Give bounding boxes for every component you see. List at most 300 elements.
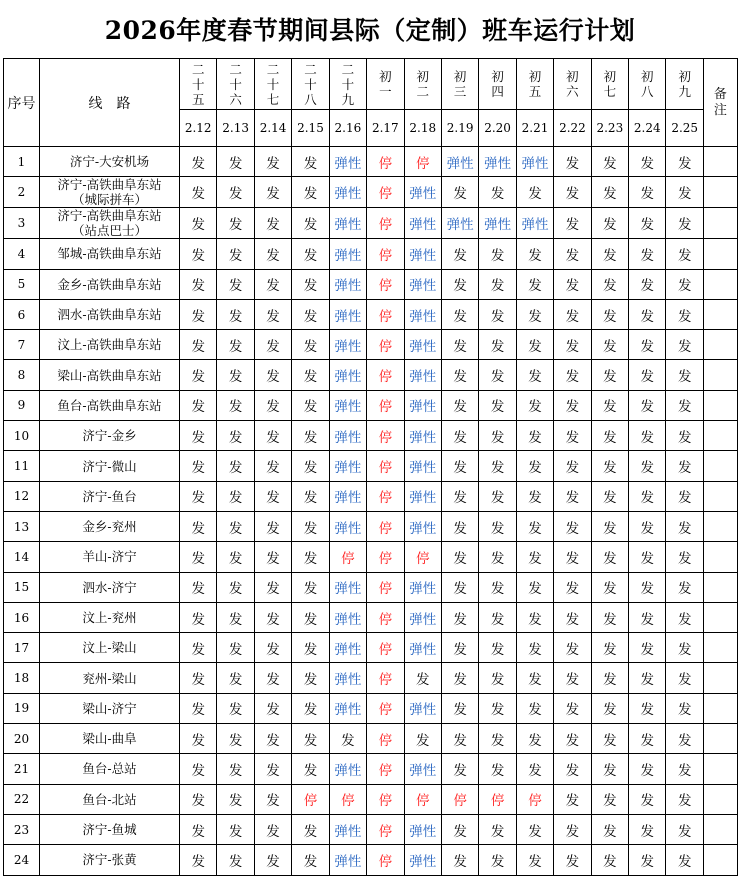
route-line: 羊山-济宁	[82, 549, 137, 565]
lunar-char: 七	[266, 91, 280, 107]
status-cell: 停	[367, 208, 404, 239]
table-row	[4, 269, 738, 299]
status-cell: 发	[217, 693, 254, 723]
status-cell: 发	[180, 814, 217, 844]
status-cell: 发	[292, 208, 329, 239]
status-cell: 弹性	[404, 269, 441, 299]
status-cell: 发	[292, 542, 329, 572]
status-cell: 弹性	[404, 693, 441, 723]
note-cell	[703, 330, 737, 360]
table-row	[4, 693, 738, 723]
status-cell: 发	[292, 239, 329, 269]
status-cell: 发	[666, 663, 703, 693]
status-cell: 发	[516, 451, 553, 481]
status-cell: 发	[254, 239, 291, 269]
status-cell: 发	[180, 177, 217, 208]
status-cell: 发	[292, 602, 329, 632]
status-cell: 弹性	[479, 208, 516, 239]
status-cell: 弹性	[404, 572, 441, 602]
status-cell: 发	[180, 208, 217, 239]
status-cell: 发	[479, 754, 516, 784]
status-cell: 停	[367, 390, 404, 420]
date-header: 2.22	[554, 110, 591, 147]
route-line: 梁山-高铁曲阜东站	[57, 367, 162, 383]
status-cell: 发	[629, 147, 666, 177]
row-index: 20	[4, 724, 40, 754]
status-cell: 发	[441, 724, 478, 754]
lunar-char: 二	[229, 61, 242, 77]
row-index: 22	[4, 784, 40, 814]
status-cell: 发	[254, 421, 291, 451]
status-cell: 发	[254, 663, 291, 693]
status-cell: 发	[254, 724, 291, 754]
row-index: 14	[4, 542, 40, 572]
status-cell: 弹性	[329, 511, 366, 541]
date-header: 2.17	[367, 110, 404, 147]
status-cell: 发	[180, 147, 217, 177]
status-cell: 弹性	[329, 602, 366, 632]
route-name	[40, 330, 180, 360]
date-header: 2.12	[180, 110, 217, 147]
status-cell: 弹性	[329, 177, 366, 208]
date-header: 2.16	[329, 110, 366, 147]
row-index: 3	[4, 208, 40, 239]
status-cell: 发	[254, 784, 291, 814]
lunar-char: 十	[191, 76, 205, 92]
table-row	[4, 451, 738, 481]
route-line: 梁山-济宁	[82, 700, 137, 716]
status-cell: 发	[217, 147, 254, 177]
status-cell: 发	[629, 481, 666, 511]
status-cell: 发	[180, 845, 217, 875]
status-cell: 发	[629, 572, 666, 602]
lunar-char: 初	[528, 69, 542, 84]
status-cell: 发	[217, 208, 254, 239]
status-cell: 发	[516, 542, 553, 572]
status-cell: 弹性	[404, 633, 441, 663]
status-cell: 发	[591, 511, 628, 541]
status-cell: 发	[217, 390, 254, 420]
route-line: 济宁-微山	[82, 458, 137, 474]
status-cell: 发	[591, 269, 628, 299]
status-cell: 发	[554, 481, 591, 511]
note-cell	[703, 177, 737, 208]
lunar-char: 十	[304, 76, 317, 92]
status-cell: 发	[516, 511, 553, 541]
status-cell: 发	[441, 572, 478, 602]
status-cell: 弹性	[404, 299, 441, 329]
lunar-char: 初	[416, 69, 429, 84]
status-cell: 停	[367, 572, 404, 602]
status-cell: 停	[367, 330, 404, 360]
lunar-char: 六	[566, 84, 579, 99]
status-cell: 停	[367, 693, 404, 723]
route-name	[40, 784, 180, 814]
status-cell: 发	[591, 542, 628, 572]
status-cell: 发	[666, 299, 703, 329]
status-cell: 停	[367, 360, 404, 390]
route-name	[40, 511, 180, 541]
status-cell: 发	[292, 421, 329, 451]
status-cell: 发	[591, 481, 628, 511]
status-cell: 发	[217, 511, 254, 541]
status-cell: 发	[479, 663, 516, 693]
lunar-day-header	[441, 59, 478, 110]
status-cell: 发	[441, 299, 478, 329]
status-cell: 发	[591, 663, 628, 693]
route-line: （站点巴士）	[71, 223, 147, 239]
status-cell: 停	[367, 542, 404, 572]
route-line: 汶上-梁山	[82, 640, 137, 656]
note-cell	[703, 814, 737, 844]
status-cell: 发	[180, 724, 217, 754]
status-cell: 弹性	[329, 845, 366, 875]
status-cell: 发	[629, 390, 666, 420]
row-index: 5	[4, 269, 40, 299]
route-name	[40, 421, 180, 451]
status-cell: 发	[441, 239, 478, 269]
status-cell: 发	[554, 693, 591, 723]
status-cell: 停	[367, 633, 404, 663]
lunar-day-header	[591, 59, 628, 110]
status-cell: 发	[629, 269, 666, 299]
status-cell: 发	[441, 177, 478, 208]
status-cell: 发	[516, 572, 553, 602]
lunar-day-header	[217, 59, 254, 110]
status-cell: 发	[254, 390, 291, 420]
route-line: 济宁-鱼台	[82, 488, 137, 504]
status-cell: 发	[441, 663, 478, 693]
status-cell: 发	[666, 360, 703, 390]
route-name	[40, 481, 180, 511]
table-row	[4, 239, 738, 269]
status-cell: 发	[666, 724, 703, 754]
status-cell: 发	[591, 784, 628, 814]
status-cell: 发	[254, 572, 291, 602]
index-header: 序号	[4, 59, 40, 147]
status-cell: 发	[591, 421, 628, 451]
status-cell: 发	[554, 147, 591, 177]
route-line: 金乡-兖州	[82, 519, 137, 535]
status-cell: 发	[292, 814, 329, 844]
status-cell: 弹性	[404, 754, 441, 784]
status-cell: 发	[479, 269, 516, 299]
table-row	[4, 330, 738, 360]
status-cell: 发	[292, 572, 329, 602]
status-cell: 发	[629, 299, 666, 329]
date-header: 2.13	[217, 110, 254, 147]
table-row	[4, 724, 738, 754]
table-row	[4, 754, 738, 784]
route-name	[40, 390, 180, 420]
status-cell: 发	[180, 754, 217, 784]
status-cell: 发	[292, 299, 329, 329]
row-index: 10	[4, 421, 40, 451]
table-row	[4, 814, 738, 844]
status-cell: 弹性	[329, 421, 366, 451]
lunar-char: 九	[678, 84, 691, 99]
status-cell: 发	[217, 177, 254, 208]
note-cell	[703, 481, 737, 511]
status-cell: 停	[329, 784, 366, 814]
note-cell	[703, 663, 737, 693]
page-title: 2026年度春节期间县际（定制）班车运行计划	[104, 16, 636, 45]
status-cell: 发	[217, 421, 254, 451]
lunar-char: 二	[416, 84, 429, 99]
route-name	[40, 663, 180, 693]
status-cell: 发	[254, 602, 291, 632]
status-cell: 发	[254, 542, 291, 572]
status-cell: 发	[217, 360, 254, 390]
status-cell: 停	[516, 784, 553, 814]
route-line: 济宁-金乡	[82, 428, 137, 444]
status-cell: 发	[479, 451, 516, 481]
status-cell: 发	[666, 269, 703, 299]
status-cell: 发	[629, 663, 666, 693]
status-cell: 弹性	[404, 390, 441, 420]
lunar-char: 二	[266, 61, 280, 77]
note-cell	[703, 784, 737, 814]
status-cell: 发	[479, 693, 516, 723]
note-cell	[703, 390, 737, 420]
status-cell: 发	[554, 269, 591, 299]
note-cell	[703, 754, 737, 784]
row-index: 8	[4, 360, 40, 390]
note-cell	[703, 511, 737, 541]
status-cell: 弹性	[479, 147, 516, 177]
table-row	[4, 542, 738, 572]
status-cell: 发	[554, 421, 591, 451]
note-header-char: 注	[713, 102, 727, 118]
status-cell: 发	[666, 330, 703, 360]
table-row	[4, 663, 738, 693]
status-cell: 发	[591, 754, 628, 784]
status-cell: 发	[591, 693, 628, 723]
table-row	[4, 208, 738, 239]
lunar-day-header	[516, 59, 553, 110]
status-cell: 发	[180, 451, 217, 481]
row-index: 6	[4, 299, 40, 329]
status-cell: 发	[479, 239, 516, 269]
status-cell: 发	[554, 511, 591, 541]
status-cell: 弹性	[329, 299, 366, 329]
table-row	[4, 602, 738, 632]
route-line: （城际拼车）	[71, 192, 147, 208]
note-cell	[703, 239, 737, 269]
status-cell: 发	[254, 845, 291, 875]
status-cell: 发	[292, 360, 329, 390]
status-cell: 发	[516, 754, 553, 784]
status-cell: 发	[180, 390, 217, 420]
status-cell: 停	[367, 299, 404, 329]
status-cell: 发	[217, 269, 254, 299]
route-name	[40, 299, 180, 329]
status-cell: 停	[367, 784, 404, 814]
lunar-day-header	[629, 59, 666, 110]
status-cell: 发	[180, 542, 217, 572]
table-row	[4, 784, 738, 814]
status-cell: 发	[292, 481, 329, 511]
lunar-char: 六	[229, 91, 242, 107]
route-name	[40, 208, 180, 239]
status-cell: 弹性	[516, 147, 553, 177]
status-cell: 发	[554, 360, 591, 390]
status-cell: 弹性	[404, 208, 441, 239]
status-cell: 发	[629, 542, 666, 572]
lunar-char: 四	[491, 84, 504, 99]
date-header: 2.25	[666, 110, 703, 147]
status-cell: 发	[666, 814, 703, 844]
status-cell: 发	[516, 330, 553, 360]
status-cell: 发	[554, 542, 591, 572]
status-cell: 发	[180, 269, 217, 299]
date-header: 2.19	[441, 110, 478, 147]
status-cell: 弹性	[404, 451, 441, 481]
status-cell: 发	[217, 633, 254, 663]
route-line: 鱼台-总站	[82, 761, 137, 777]
route-name	[40, 572, 180, 602]
status-cell: 发	[217, 542, 254, 572]
status-cell: 发	[554, 177, 591, 208]
lunar-char: 初	[603, 69, 617, 84]
status-cell: 弹性	[329, 147, 366, 177]
status-cell: 停	[367, 724, 404, 754]
lunar-char: 二	[191, 61, 205, 77]
status-cell: 停	[367, 663, 404, 693]
row-index: 19	[4, 693, 40, 723]
date-header: 2.14	[254, 110, 291, 147]
note-cell	[703, 542, 737, 572]
status-cell: 发	[292, 147, 329, 177]
status-cell: 停	[479, 784, 516, 814]
status-cell: 发	[554, 784, 591, 814]
date-header: 2.21	[516, 110, 553, 147]
route-name	[40, 724, 180, 754]
lunar-char: 二	[304, 61, 317, 77]
status-cell: 发	[441, 451, 478, 481]
lunar-day-header	[666, 59, 703, 110]
status-cell: 发	[254, 299, 291, 329]
status-cell: 发	[516, 421, 553, 451]
lunar-day-header	[329, 59, 366, 110]
status-cell: 发	[591, 451, 628, 481]
row-index: 1	[4, 147, 40, 177]
route-name	[40, 542, 180, 572]
status-cell: 发	[666, 208, 703, 239]
lunar-char: 初	[678, 69, 691, 84]
status-cell: 弹性	[404, 814, 441, 844]
status-cell: 发	[479, 724, 516, 754]
status-cell: 发	[254, 633, 291, 663]
status-cell: 发	[666, 390, 703, 420]
table-row	[4, 360, 738, 390]
route-name	[40, 360, 180, 390]
status-cell: 停	[404, 147, 441, 177]
route-name	[40, 147, 180, 177]
status-cell: 发	[591, 177, 628, 208]
note-cell	[703, 693, 737, 723]
status-cell: 停	[367, 845, 404, 875]
note-cell	[703, 451, 737, 481]
row-index: 16	[4, 602, 40, 632]
status-cell: 发	[180, 784, 217, 814]
lunar-char: 初	[453, 69, 467, 84]
status-cell: 发	[479, 390, 516, 420]
route-line: 济宁-大安机场	[69, 154, 150, 170]
status-cell: 发	[666, 633, 703, 663]
status-cell: 发	[666, 845, 703, 875]
route-name	[40, 451, 180, 481]
status-cell: 发	[629, 845, 666, 875]
lunar-day-header	[404, 59, 441, 110]
route-line: 汶上-高铁曲阜东站	[57, 337, 162, 353]
status-cell: 发	[479, 299, 516, 329]
status-cell: 发	[254, 330, 291, 360]
status-cell: 发	[479, 602, 516, 632]
table-body	[4, 147, 738, 876]
status-cell: 发	[516, 724, 553, 754]
status-cell: 停	[367, 754, 404, 784]
lunar-char: 五	[191, 91, 205, 107]
status-cell: 发	[217, 330, 254, 360]
status-cell: 发	[629, 177, 666, 208]
status-cell: 发	[180, 239, 217, 269]
lunar-char: 初	[379, 69, 392, 84]
lunar-char: 初	[566, 69, 579, 84]
status-cell: 停	[367, 602, 404, 632]
lunar-char: 五	[528, 84, 542, 99]
status-cell: 发	[217, 663, 254, 693]
date-header: 2.15	[292, 110, 329, 147]
route-line: 金乡-高铁曲阜东站	[57, 276, 162, 292]
status-cell: 发	[479, 177, 516, 208]
header-row-lunar	[4, 59, 738, 110]
route-line: 泗水-高铁曲阜东站	[57, 307, 162, 323]
status-cell: 发	[666, 511, 703, 541]
status-cell: 发	[329, 724, 366, 754]
lunar-char: 三	[453, 84, 467, 99]
status-cell: 发	[629, 693, 666, 723]
status-cell: 发	[591, 724, 628, 754]
status-cell: 发	[217, 572, 254, 602]
route-name	[40, 269, 180, 299]
route-line: 汶上-兖州	[82, 610, 137, 625]
status-cell: 发	[479, 421, 516, 451]
status-cell: 发	[516, 239, 553, 269]
note-cell	[703, 299, 737, 329]
status-cell: 发	[441, 814, 478, 844]
status-cell: 发	[591, 147, 628, 177]
table-row	[4, 177, 738, 208]
status-cell: 发	[292, 663, 329, 693]
lunar-char: 初	[491, 69, 504, 84]
status-cell: 发	[666, 481, 703, 511]
lunar-char: 一	[379, 84, 392, 99]
status-cell: 发	[254, 754, 291, 784]
status-cell: 发	[217, 724, 254, 754]
table-row	[4, 633, 738, 663]
row-index: 18	[4, 663, 40, 693]
route-name	[40, 633, 180, 663]
status-cell: 发	[441, 390, 478, 420]
status-cell: 发	[292, 754, 329, 784]
status-cell: 发	[629, 724, 666, 754]
status-cell: 弹性	[329, 633, 366, 663]
row-index: 15	[4, 572, 40, 602]
lunar-char: 七	[603, 84, 617, 99]
status-cell: 发	[666, 421, 703, 451]
status-cell: 发	[180, 693, 217, 723]
